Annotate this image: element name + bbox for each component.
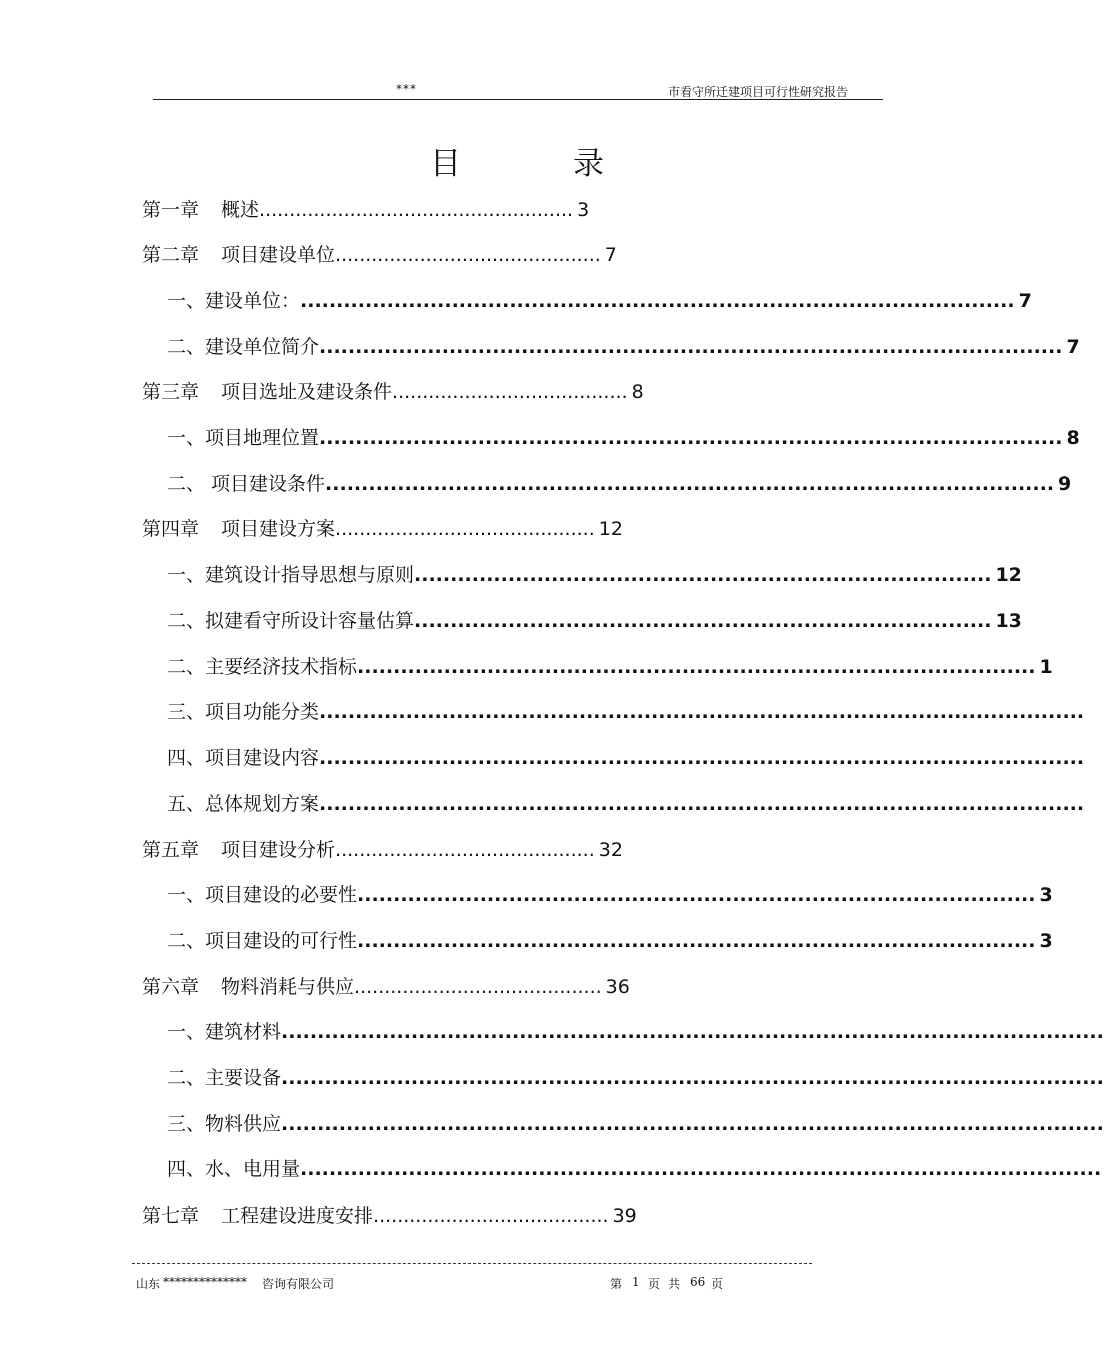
- toc-leader-dots: ..........................................................................................................: [319, 793, 1085, 815]
- toc-entry-label: [167, 609, 414, 633]
- footer-company-suffix: 咨询有限公司: [262, 1277, 335, 1291]
- toc-page-number: 8: [1066, 427, 1080, 449]
- toc-page-number: 3: [1039, 930, 1053, 952]
- toc-entry[interactable]: [167, 609, 1022, 633]
- toc-entry-label: [167, 655, 357, 679]
- toc-entry[interactable]: [142, 243, 617, 267]
- toc-entry[interactable]: [167, 472, 1071, 496]
- toc-page-number: [1101, 1158, 1105, 1180]
- toc-entry-label: [167, 1157, 300, 1181]
- footer-company-mask: **************: [163, 1275, 247, 1289]
- toc-entry-label: [142, 243, 335, 267]
- toc-page-number: 36: [605, 976, 630, 998]
- toc-entry-text: 二、项目建设的可行性: [167, 930, 358, 952]
- toc-leader-dots: .......................................: [373, 1205, 609, 1227]
- toc-entry-text: 项目建设单位: [221, 244, 336, 266]
- toc-page-number: 39: [612, 1205, 637, 1227]
- toc-leader-dots: ..........................................................................................................: [319, 701, 1085, 723]
- toc-page-number: 32: [598, 839, 623, 861]
- toc-leader-dots: .....................................................................................................: [325, 473, 1055, 495]
- toc-leader-dots: ...................................................................................................: [300, 290, 1015, 312]
- toc-page-number: 8: [631, 381, 644, 403]
- toc-leader-dots: .........................................: [354, 976, 602, 998]
- header-report-title: 市看守所迁建项目可行性研究报告: [668, 85, 849, 99]
- toc-entry-text: 二、建设单位简介: [167, 336, 320, 358]
- toc-leader-dots: ..........................................................................................................: [319, 747, 1085, 769]
- toc-leader-dots: ..................................................................................................................: [281, 1113, 1104, 1135]
- toc-page-number: [1104, 1067, 1108, 1089]
- toc-page-number: 1: [1039, 656, 1053, 678]
- toc-page-number: 9: [1058, 473, 1072, 495]
- footer-page-label-2: 页: [648, 1277, 661, 1291]
- footer-page-label-4: 页: [711, 1277, 724, 1291]
- toc-entry[interactable]: [167, 426, 1080, 450]
- toc-chapter-number: 第五章: [142, 839, 200, 861]
- toc-leader-dots: ..............................................................................................: [357, 656, 1036, 678]
- toc-entry[interactable]: [167, 1157, 1105, 1181]
- toc-entry-label: [167, 746, 319, 770]
- footer-divider: [132, 1263, 812, 1264]
- toc-entry-text: 概述.: [221, 199, 266, 221]
- toc-page-number: [1084, 793, 1088, 815]
- toc-entry-label: [167, 792, 319, 816]
- toc-entry-text: 项目选址及建设条件: [221, 381, 393, 403]
- toc-leader-dots: ...........................................: [335, 518, 595, 540]
- toc-entry-text: 三、物料供应: [167, 1113, 282, 1135]
- toc-leader-dots: ..............................................................................................: [357, 884, 1036, 906]
- toc-entry-text: 二、 项目建设条件: [167, 473, 326, 495]
- toc-entry-label: [167, 335, 319, 359]
- toc-entry-label: [142, 975, 354, 999]
- toc-entry-text: 五、总体规划方案: [167, 793, 320, 815]
- toc-entry-label: [142, 380, 392, 404]
- toc-chapter-number: 第一章: [142, 199, 200, 221]
- toc-leader-dots: ..............................................................................................: [357, 930, 1036, 952]
- toc-title: 目录: [430, 146, 716, 182]
- toc-leader-dots: ..................................................................................................................: [281, 1021, 1104, 1043]
- toc-page-number: 7: [604, 244, 617, 266]
- toc-entry-label: [167, 700, 319, 724]
- toc-leader-dots: ...................................................: [265, 199, 574, 221]
- footer-page-number: 1: [632, 1275, 640, 1289]
- toc-entry[interactable]: [167, 746, 1088, 770]
- toc-entry[interactable]: [167, 1020, 1108, 1044]
- toc-page-number: 3: [577, 199, 590, 221]
- toc-entry[interactable]: [167, 792, 1088, 816]
- toc-leader-dots: ...........................................: [335, 839, 595, 861]
- toc-entry-label: [142, 838, 335, 862]
- toc-page-number: 7: [1018, 290, 1032, 312]
- toc-entry[interactable]: [142, 380, 644, 404]
- toc-entry-text: 项目建设分析: [221, 839, 336, 861]
- toc-leader-dots: ................................................................................: [414, 610, 992, 632]
- footer-page-label-1: 第: [610, 1277, 623, 1291]
- toc-entry-label: [142, 1204, 373, 1228]
- toc-entry-label: [142, 198, 265, 222]
- toc-entry-text: 四、项目建设内容: [167, 747, 320, 769]
- toc-entry-text: 一、项目建设的必要性: [167, 884, 358, 906]
- toc-chapter-number: 第四章: [142, 518, 200, 540]
- toc-entry[interactable]: [167, 700, 1088, 724]
- toc-entry[interactable]: [167, 883, 1053, 907]
- toc-chapter-number: 第二章: [142, 244, 200, 266]
- toc-chapter-number: 第六章: [142, 976, 200, 998]
- toc-entry-text: 物料消耗与供应: [221, 976, 355, 998]
- toc-entry[interactable]: [167, 1112, 1108, 1136]
- toc-entry-text: 二、拟建看守所设计容量估算: [167, 610, 415, 632]
- toc-page-number: [1104, 1021, 1108, 1043]
- toc-entry-label: [167, 563, 414, 587]
- toc-entry-text: 一、建筑设计指导思想与原则: [167, 564, 415, 586]
- toc-page-number: [1084, 701, 1088, 723]
- toc-page-number: 3: [1039, 884, 1053, 906]
- header-left-text: ***: [396, 82, 417, 96]
- toc-leader-dots: .......................................................................................................: [319, 427, 1063, 449]
- toc-entry[interactable]: [167, 929, 1053, 953]
- toc-entry-label: [142, 517, 335, 541]
- toc-entry[interactable]: [142, 975, 630, 999]
- toc-entry-label: [167, 472, 325, 496]
- toc-entry[interactable]: [167, 335, 1080, 359]
- toc-entry[interactable]: [167, 289, 1032, 313]
- footer-company-prefix: 山东: [136, 1277, 161, 1291]
- toc-leader-dots: .......................................................................................................: [319, 336, 1063, 358]
- toc-entry-text: 一、项目地理位置: [167, 427, 320, 449]
- toc-entry[interactable]: [167, 655, 1053, 679]
- toc-entry-text: 三、项目功能分类: [167, 701, 320, 723]
- toc-leader-dots: ...............................................................................................................: [300, 1158, 1102, 1180]
- toc-entry-text: 项目建设方案: [221, 518, 336, 540]
- toc-entry-label: [167, 1020, 281, 1044]
- toc-entry-label: [167, 929, 357, 953]
- toc-entry-text: 一、建筑材料: [167, 1021, 282, 1043]
- toc-entry-text: 二、主要经济技术指标: [167, 656, 358, 678]
- toc-entry[interactable]: [167, 563, 1022, 587]
- footer-page-label-3: 共: [668, 1277, 681, 1291]
- toc-entry-label: [167, 883, 357, 907]
- toc-page-number: 13: [995, 610, 1022, 632]
- toc-page-number: [1104, 1113, 1108, 1135]
- toc-leader-dots: ..................................................................................................................: [281, 1067, 1104, 1089]
- toc-page-number: 12: [995, 564, 1022, 586]
- toc-entry-label: [167, 1112, 281, 1136]
- toc-leader-dots: ............................................: [335, 244, 601, 266]
- toc-entry-label: [167, 426, 319, 450]
- toc-chapter-number: 第三章: [142, 381, 200, 403]
- toc-entry-text: 一、建设单位：: [167, 290, 301, 312]
- toc-entry-text: 二、主要设备: [167, 1067, 282, 1089]
- toc-page-number: 12: [598, 518, 623, 540]
- toc-entry[interactable]: [142, 838, 623, 862]
- toc-entry[interactable]: [167, 1066, 1108, 1090]
- toc-entry[interactable]: [142, 198, 589, 222]
- toc-entry-text: 工程建设进度安排: [221, 1205, 374, 1227]
- toc-entry-label: [167, 289, 300, 313]
- toc-entry-label: [167, 1066, 281, 1090]
- toc-page-number: [1084, 747, 1088, 769]
- toc-leader-dots: ................................................................................: [414, 564, 992, 586]
- toc-leader-dots: .......................................: [392, 381, 628, 403]
- toc-entry-text: 四、水、电用量: [167, 1158, 301, 1180]
- footer-page-total: 66: [690, 1275, 706, 1289]
- toc-entry[interactable]: [142, 517, 623, 541]
- toc-page-number: 7: [1066, 336, 1080, 358]
- toc-entry[interactable]: [142, 1204, 637, 1228]
- toc-chapter-number: 第七章: [142, 1205, 200, 1227]
